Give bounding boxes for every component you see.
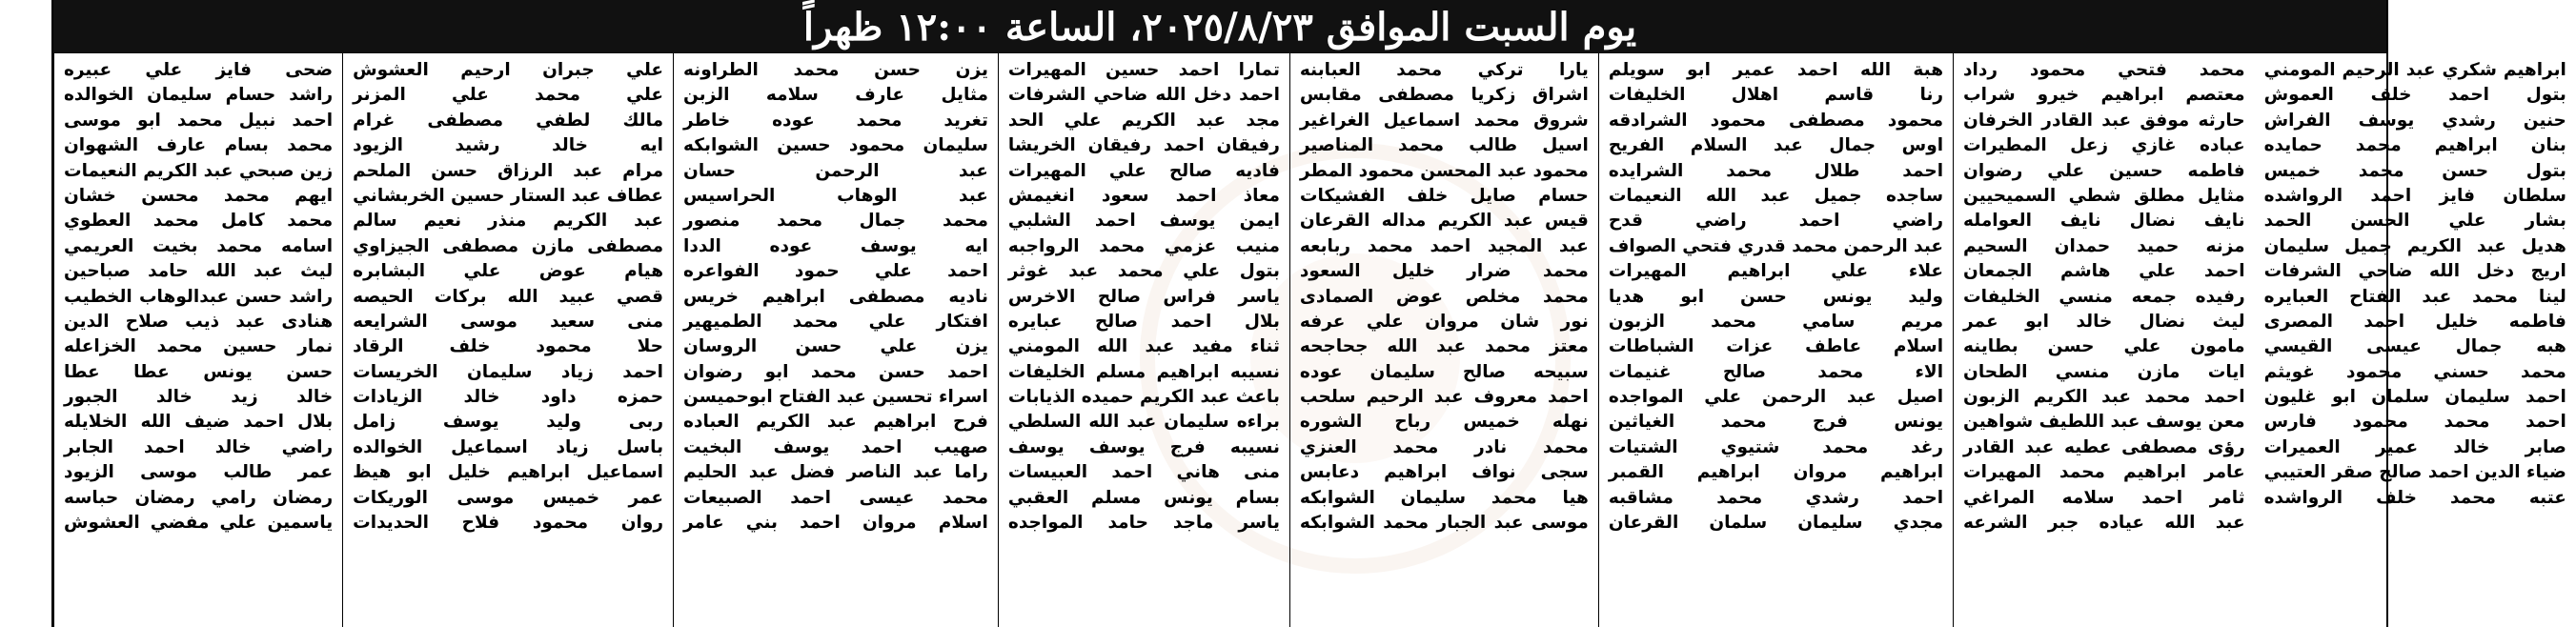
- name-entry: اسيل طالب محمد المناصير: [1299, 135, 1589, 156]
- name-entry: حسام صايل خلف الفشيكات: [1299, 185, 1589, 206]
- names-column-4: [998, 53, 1289, 627]
- name-entry: اسلام مروان احمد بني عامر: [683, 513, 988, 534]
- name-entry: سبيحه صالح سليمان عوده: [1299, 361, 1589, 382]
- name-entry: محمد نادر محمد العنزي: [1299, 436, 1589, 457]
- name-entry: اوس جمال عبد السلام الفريح: [1608, 135, 1944, 156]
- name-entry: ياسر ماجد حامد المواجده: [1007, 513, 1280, 534]
- name-entry: حنين رشدي يوسف الفراش: [2263, 110, 2566, 131]
- name-entry: بسام يونس مسلم العقبي: [1007, 487, 1280, 508]
- name-entry: بتول علي محمد عبد غوثر: [1007, 261, 1280, 282]
- name-entry: راشد حسن عبدالوهاب الخطيب: [64, 286, 334, 307]
- name-entry: بتول حسن محمد خميس: [2263, 160, 2566, 181]
- name-entry: اسامه محمد بخيت العريمي: [64, 235, 334, 256]
- name-entry: ايه خالد رشيد الزيود: [353, 135, 664, 156]
- name-entry: مالك لطفي مصطفى غرام: [353, 110, 664, 131]
- name-entry: عمر خميس موسى الوريكات: [353, 487, 664, 508]
- name-entry: احمد حسن محمد ابو رضوان: [683, 361, 988, 382]
- name-entry: مثايل عارف سلامه الزبن: [683, 85, 988, 106]
- name-entry: رفيده جمعه منسي الخليفات: [1963, 286, 2245, 307]
- name-entry: باسل زياد اسماعيل الخوالده: [353, 436, 664, 457]
- name-entry: وليد يونس حسن ابو هديا: [1608, 286, 1944, 307]
- name-entry: ابراهيم مروان ابراهيم القمبر: [1608, 462, 1944, 483]
- name-entry: باعث عبد الكريم حميده الذيابات: [1007, 387, 1280, 408]
- name-entry: عامر ابراهيم محمد المهيرات: [1963, 462, 2245, 483]
- name-entry: مجد عبد الكريم علي الحد: [1007, 110, 1280, 131]
- name-entry: محمود مصطفى محمود الشرادقه: [1608, 110, 1944, 131]
- name-entry: الاء محمد صالح غنيمات: [1608, 361, 1944, 382]
- name-entry: اسماعيل ابراهيم خليل ابو هيظ: [353, 462, 664, 483]
- name-entry: احمد محمد محمود فارس: [2263, 412, 2566, 433]
- names-column-6: [1598, 53, 1953, 627]
- name-entry: بشار علي الحسن الحمد: [2263, 211, 2566, 232]
- name-entry: محمد كامل محمد العطوي: [64, 211, 334, 232]
- name-entry: [2264, 511, 2566, 536]
- name-entry: مجدي سليمان سلمان القرعان: [1608, 513, 1944, 534]
- name-entry: عطاف عبد الستار حسين الخربشاني: [353, 185, 664, 206]
- name-entry: رمضان رامي رمضان حباسه: [64, 487, 334, 508]
- name-entry: محمد مخلص عوض الصمادى: [1299, 286, 1589, 307]
- name-entry: فاديه صالح علي المهيرات: [1007, 160, 1280, 181]
- name-entry: اشراق زكريا مصطفى مقابس: [1299, 85, 1589, 106]
- name-entry: عبد المجيد احمد محمد ربابعه: [1299, 235, 1589, 256]
- name-entry: مرام عبد الرزاق حسن الملحم: [353, 160, 664, 181]
- name-entry: عبد الله عياده جبر الشرعه: [1963, 513, 2245, 534]
- name-entry: هيا محمد سليمان الشوابكه: [1299, 487, 1589, 508]
- name-entry: ايمن يوسف احمد الشلبي: [1007, 211, 1280, 232]
- names-column-1: [53, 53, 342, 627]
- name-entry: صهيب احمد يوسف البخيت: [683, 436, 988, 457]
- name-entry: احمد علي حمود الفواعره: [683, 261, 988, 282]
- header-title: يوم السبت الموافق ٢٠٢٥/٨/٢٣، الساعة ١٢:٠٠ ظهراً: [802, 4, 1637, 50]
- name-entry: مزنه حميد حمدان السحيم: [1963, 235, 2245, 256]
- names-column-5: [1289, 53, 1598, 627]
- name-entry: هيام عوض علي البشابره: [353, 261, 664, 282]
- name-entry: احمد زياد سليمان الخريسات: [353, 361, 664, 382]
- name-entry: علي جبران ارحيم العشوش: [353, 60, 664, 80]
- name-entry: براءه سليمان عبد الله السلطي: [1007, 412, 1280, 433]
- name-entry: بتول احمد خلف العموش: [2263, 85, 2566, 106]
- name-entry: رؤى مصطفى عطيه عبد القادر: [1963, 436, 2245, 457]
- name-entry: عتبه محمد خلف الرواشده: [2263, 487, 2566, 508]
- name-entry: قيس عبد الكريم مداله القرعان: [1299, 211, 1589, 232]
- names-columns: [53, 53, 2566, 627]
- name-entry: ابراهيم شكري عبد الرحيم المومني: [2263, 60, 2566, 80]
- name-entry: صابر خالد عمير العميرات: [2263, 436, 2566, 457]
- name-entry: فاطمه خليل احمد المصرى: [2263, 311, 2566, 332]
- name-entry: يارا تركي محمد العبابنه: [1299, 60, 1589, 80]
- name-entry: بلال احمد ضيف الله الخلايله: [64, 412, 334, 433]
- name-entry: ضياء الدين احمد صالح صقر العتيبي: [2263, 462, 2566, 483]
- name-entry: شروق محمد اسماعيل الغراغير: [1299, 110, 1589, 131]
- name-entry: حارثه موفق عبد القادر الخرفان: [1963, 110, 2245, 131]
- name-entry: ناديه مصطفى ابراهيم خريس: [683, 286, 988, 307]
- name-entry: نايف نضال نايف العوامله: [1963, 211, 2245, 232]
- name-entry: ربى وليد يوسف زامل: [353, 412, 664, 433]
- name-entry: يزن علي حسن الروسان: [683, 336, 988, 357]
- name-entry: قصي عبيد الله بركات الحيصه: [353, 286, 664, 307]
- name-entry: منيب عزمي محمد الرواجبه: [1007, 235, 1280, 256]
- names-column-3: [673, 53, 998, 627]
- name-entry: محمد ضرار خليل السعود: [1299, 261, 1589, 282]
- name-entry: عبد الوهاب الحراسيس: [683, 185, 988, 206]
- name-entry: ايهم محمد محسن خشان: [64, 185, 334, 206]
- name-entry: نهله خميس رباح الشوره: [1299, 412, 1589, 433]
- name-entry: يزن حسن محمد الطراونه: [683, 60, 988, 80]
- name-entry: مامون علي حسن بطاينه: [1963, 336, 2245, 357]
- name-entry: احمد معروف عبد الرحيم سلحب: [1299, 387, 1589, 408]
- name-entry: احمد محمد عبد الكريم الزبون: [1963, 387, 2245, 408]
- name-entry: ايه يوسف عوده الددا: [683, 235, 988, 256]
- name-entry: مصطفى مازن مصطفى الجيزاوي: [353, 235, 664, 256]
- name-entry: فرح ابراهيم عبد الكريم العباده: [683, 412, 988, 433]
- name-entry: فاطمه حسين علي رضوان: [1963, 160, 2245, 181]
- name-entry: عبد الكريم منذر نعيم سالم: [353, 211, 664, 232]
- name-entry: نسيبه فرج يوسف يوسف: [1007, 436, 1280, 457]
- name-entry: معن يوسف عبد اللطيف شواهين: [1963, 412, 2245, 433]
- name-entry: نمار حسين محمد الخزاعله: [64, 336, 334, 357]
- name-entry: رنا قاسم اهلال الخليفات: [1608, 85, 1944, 106]
- name-entry: سجى نواف ابراهيم دعابس: [1299, 462, 1589, 483]
- name-entry: عمر طالب موسى الزيود: [64, 462, 334, 483]
- name-entry: محمد جمال محمد منصور: [683, 211, 988, 232]
- name-entry: احمد رشدي محمد مشاقبه: [1608, 487, 1944, 508]
- announcement-sheet: [51, 0, 2566, 627]
- name-entry: تمارا احمد حسين المهيرات: [1007, 60, 1280, 80]
- name-entry: يونس فرج محمد الغياثين: [1608, 412, 1944, 433]
- names-column-2: [342, 53, 673, 627]
- name-entry: عباده غازي زعل المطيرات: [1963, 135, 2245, 156]
- name-entry: ياسمين علي مفضي العشوش: [64, 513, 334, 534]
- name-entry: تغريد محمد عوده خاطر: [683, 110, 988, 131]
- header-banner: [53, 0, 2386, 53]
- name-entry: سليمان محمود حسين الشوابكه: [683, 135, 988, 156]
- name-entry: راما عبد الناصر فضل عبد الحليم: [683, 462, 988, 483]
- name-entry: ثناء مفيد عبد الله المومني: [1007, 336, 1280, 357]
- name-entry: لينا محمد عبد الفتاح العبايره: [2263, 286, 2566, 307]
- name-entry: علاء علي ابراهيم المهيرات: [1608, 261, 1944, 282]
- name-entry: بلال احمد صالح عبايره: [1007, 311, 1280, 332]
- name-entry: معتصم ابراهيم خيرو شراب: [1963, 85, 2245, 106]
- name-entry: مريم سامي محمد الزبون: [1608, 311, 1944, 332]
- name-entry: اسلام عاطف عزات الشباطات: [1608, 336, 1944, 357]
- name-entry: روان محمود فلاح الحديدات: [353, 513, 664, 534]
- name-entry: اريج دخل الله ضاحي الشرفات: [2263, 261, 2566, 282]
- name-entry: محمد بسام عارف الشهوان: [64, 135, 334, 156]
- name-entry: هنادى عبد ذيب صلاح الدين: [64, 311, 334, 332]
- name-entry: حسن يونس عطا عطا: [64, 361, 334, 382]
- name-entry: احمد دخل الله ضاحي الشرفات: [1007, 85, 1280, 106]
- name-entry: علي محمد علي المزنر: [353, 85, 664, 106]
- name-entry: سلطان فايز احمد الرواشده: [2263, 185, 2566, 206]
- name-entry: بنان ابراهيم محمد حمايده: [2263, 135, 2566, 156]
- name-entry: هديل عبد الكريم جميل سليمان: [2263, 235, 2566, 256]
- name-entry: محمد فتحي محمود رداد: [1963, 60, 2245, 80]
- name-entry: معاذ احمد سعود انغيمش: [1007, 185, 1280, 206]
- name-entry: ليث عبد الله حامد صباحين: [64, 261, 334, 282]
- name-entry: ساجده جميل عبد الله النعيمات: [1608, 185, 1944, 206]
- name-entry: نسيبه ابراهيم مسلم الخليفات: [1007, 361, 1280, 382]
- name-entry: راشد حسام سليمان الخوالده: [64, 85, 334, 106]
- name-entry: راضي خالد احمد الجابر: [64, 436, 334, 457]
- name-entry: منى سعيد موسى الشرايعه: [353, 311, 664, 332]
- name-entry: اسراء تحسين عبد الفتاح ابوحميسن: [683, 387, 988, 408]
- name-entry: نور شان مروان علي عرفه: [1299, 311, 1589, 332]
- name-entry: عبد الرحمن حسان: [683, 160, 988, 181]
- name-entry: محمود عبد المحسن محمود المطر: [1299, 160, 1589, 181]
- names-column-7: [1953, 53, 2255, 627]
- names-column-8: [2255, 53, 2576, 627]
- name-entry: عبد الرحمن محمد قدري فتحي الصواف: [1608, 235, 1944, 256]
- name-entry: زين صبحي عبد الكريم النعيمات: [64, 160, 334, 181]
- name-entry: حمزه داود خالد الزيادات: [353, 387, 664, 408]
- name-entry: احمد سليمان سلمان ابو غليون: [2263, 387, 2566, 408]
- name-entry: ليث نضال خالد ابو عمر: [1963, 311, 2245, 332]
- name-entry: راضي احمد راضي قدح: [1608, 211, 1944, 232]
- name-entry: هبه جمال عيسى القيسي: [2263, 336, 2566, 357]
- name-entry: افتكار علي محمد الطميهير: [683, 311, 988, 332]
- name-entry: احمد طلال محمد الشرايده: [1608, 160, 1944, 181]
- name-entry: موسى عبد الجبار محمد الشوابكه: [1299, 513, 1589, 534]
- name-entry: ثامر احمد سلامه المراغي: [1963, 487, 2245, 508]
- name-entry: ايات مازن منسي الطحان: [1963, 361, 2245, 382]
- name-entry: ياسر فراس صالح الاخرس: [1007, 286, 1280, 307]
- name-entry: محمد عيسى احمد الصبيعات: [683, 487, 988, 508]
- name-entry: حلا محمود خلف الرقاد: [353, 336, 664, 357]
- name-entry: احمد نبيل محمد ابو موسى: [64, 110, 334, 131]
- name-entry: هبة الله احمد عمير ابو سويلم: [1608, 60, 1944, 80]
- name-entry: رفيقان احمد رفيقان الخريشا: [1007, 135, 1280, 156]
- name-entry: احمد علي هاشم الجمعان: [1963, 261, 2245, 282]
- name-entry: منى هاني احمد العبيسات: [1007, 462, 1280, 483]
- name-entry: محمد حسني محمود غويثم: [2263, 361, 2566, 382]
- name-entry: ضحى فايز علي عبيره: [64, 60, 334, 80]
- name-entry: اصيل عبد الرحمن علي المواجده: [1608, 387, 1944, 408]
- name-entry: خالد زيد خالد الجبور: [64, 387, 334, 408]
- name-entry: مثايل مطلق شطي السميحيين: [1963, 185, 2245, 206]
- name-entry: معتز محمد عبد الله جحاجحه: [1299, 336, 1589, 357]
- name-entry: رغد محمد شتيوي الشتيات: [1608, 436, 1944, 457]
